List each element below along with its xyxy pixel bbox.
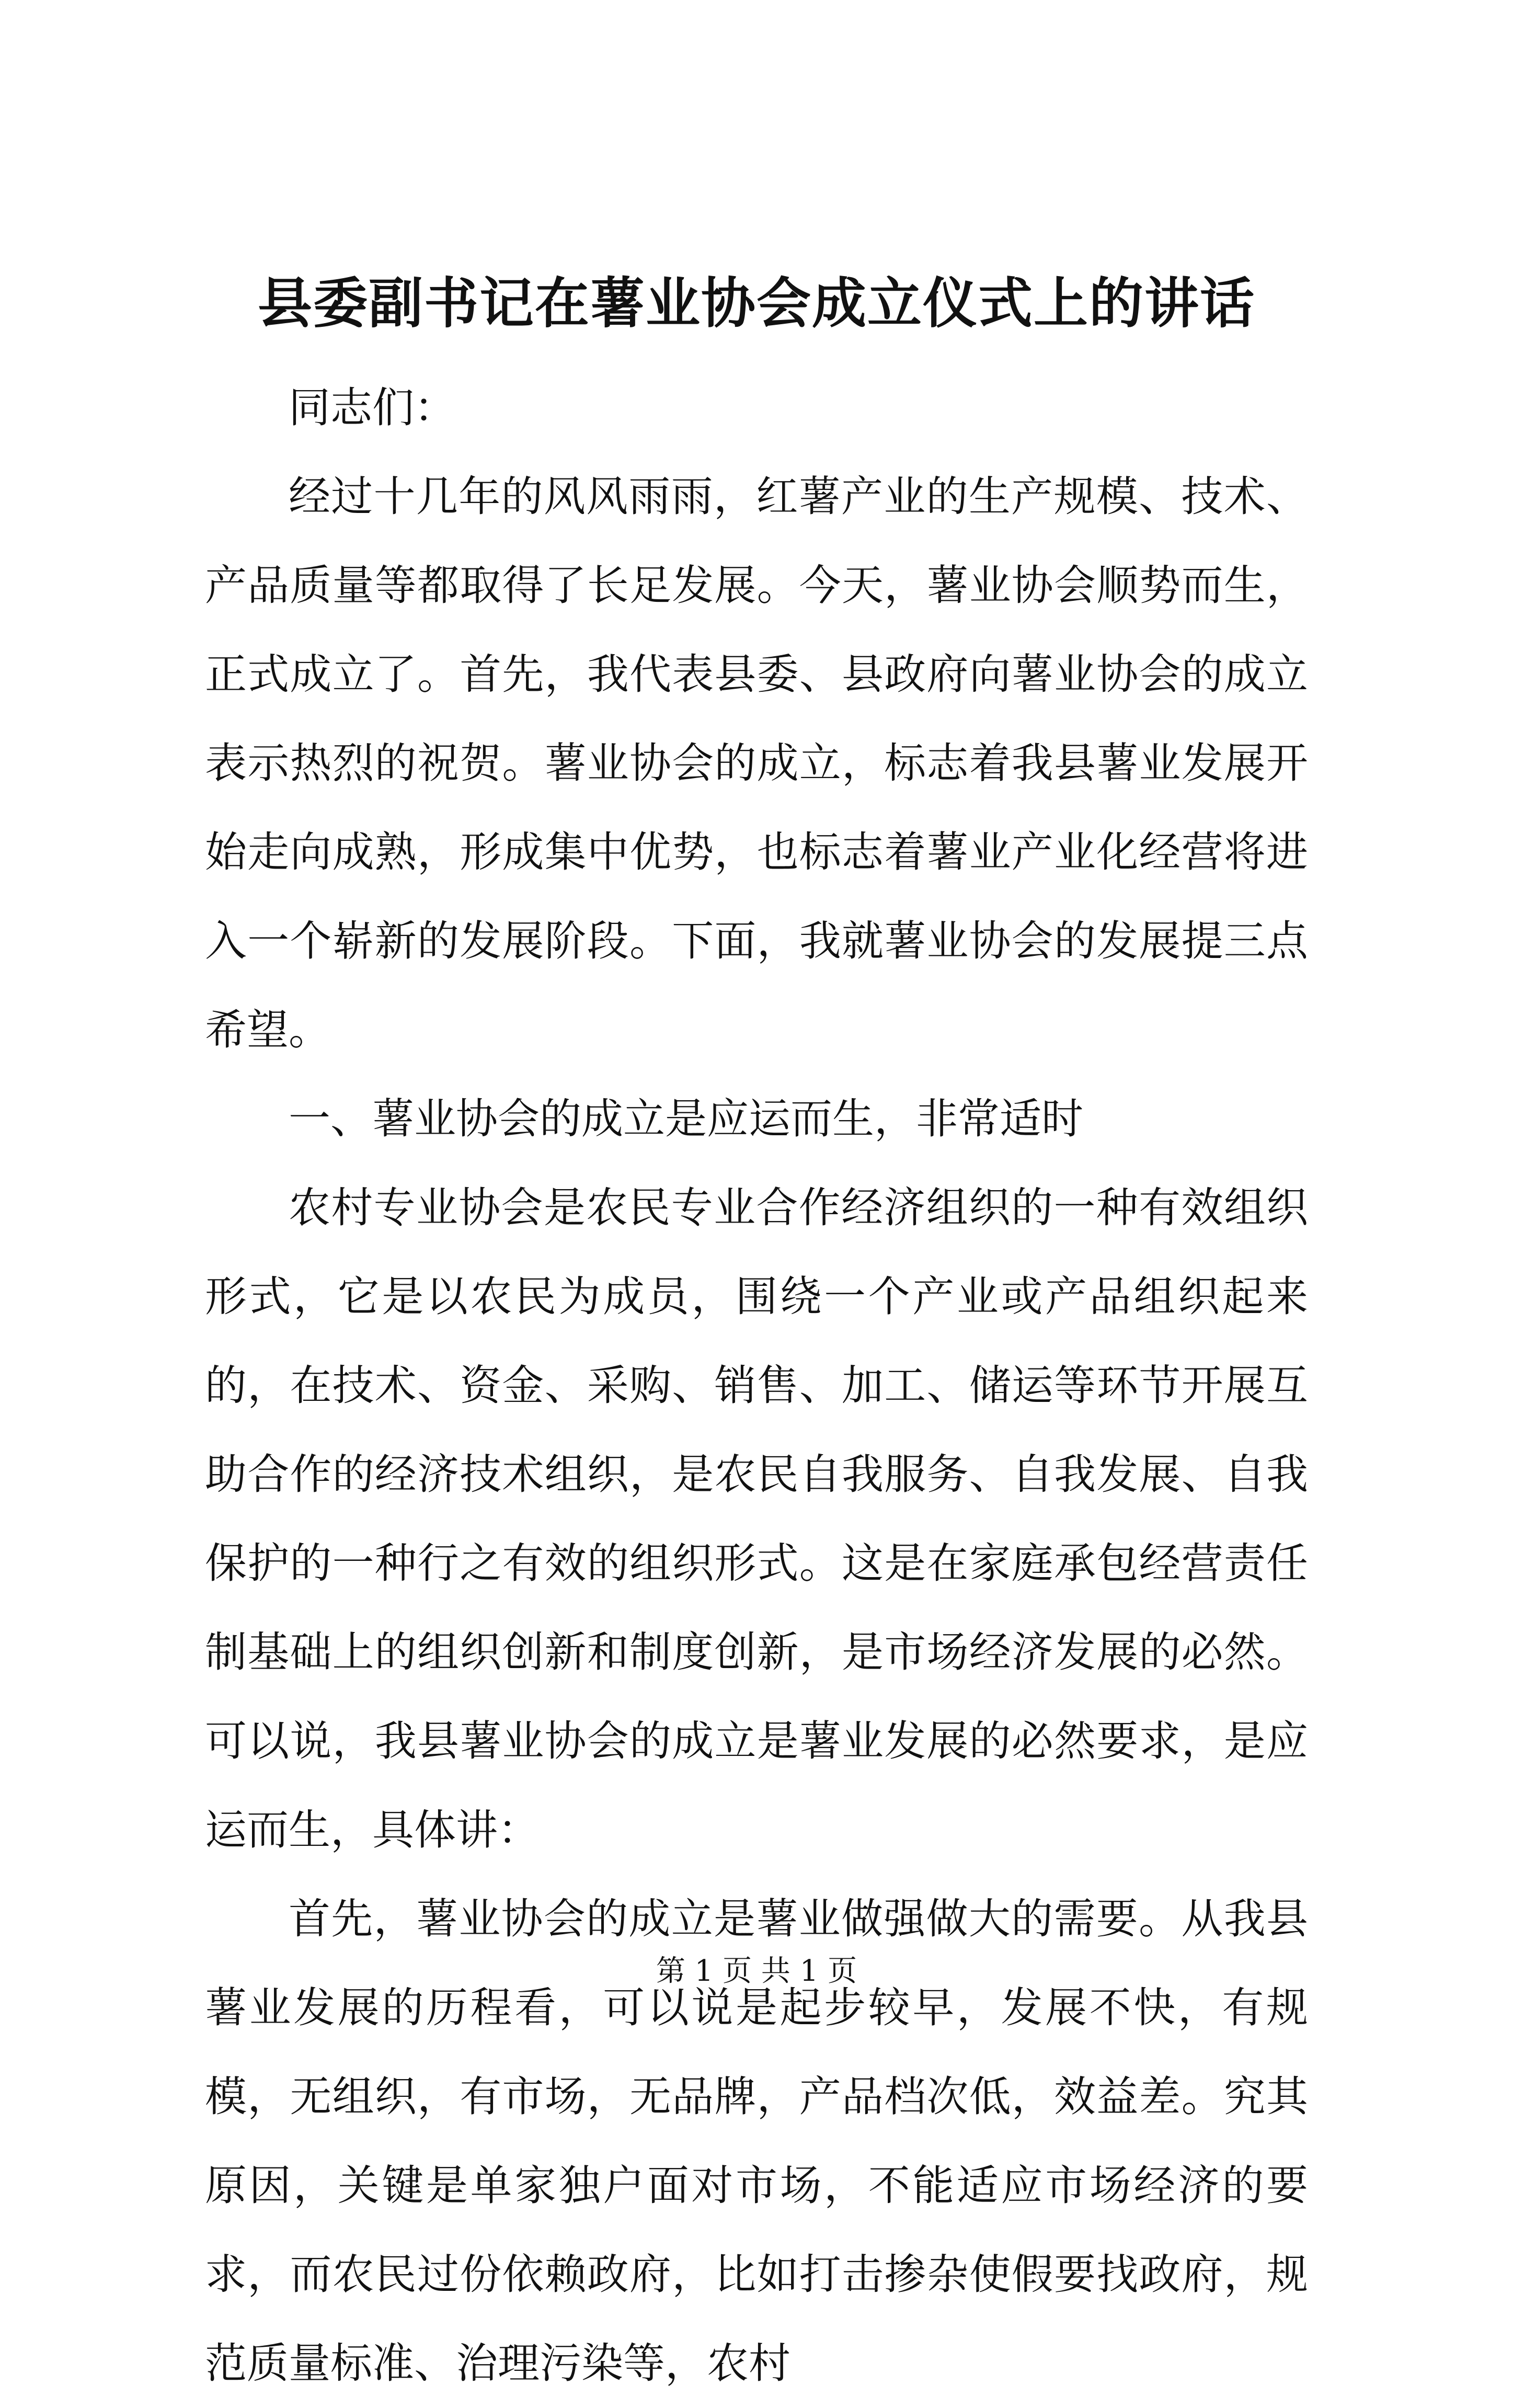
salutation-paragraph: 同志们： (289, 383, 456, 432)
page-number-footer: 第 1 页 共 1 页 (656, 1954, 857, 1988)
body-paragraph: 农村专业协会是农民专业合作经济组织的一种有效组织形式，它是以农民为成员，围绕一个产业或产品组织起来的，在技术、资金、采购、销售、加工、储运等环节开展互助合作的经济技术组织，是农民自我服务、自我发展、自我保护的一种行之有效的组织形式。这是在家庭承包经营责任制基础上的组织创新和制度创新，是市场经济发展的必然。可以说，我县薯业协会的成立是薯业发展的必然要求，是应运而生，具体讲： (205, 1183, 1308, 1854)
document-title: 县委副书记在薯业协会成立仪式上的讲话 (257, 271, 1255, 335)
body-paragraph: 首先，薯业协会的成立是薯业做强做大的需要。从我县薯业发展的历程看，可以说是起步较早，发展不快，有规模，无组织，有市场，无品牌，产品档次低，效益差。究其原因，关键是单家独户面对市场，不能适应市场经济的要求，而农民过份依赖政府，比如打击掺杂使假要找政府，规范质量标准、治理污染等，农村 (205, 1895, 1308, 2388)
section-heading: 一、薯业协会的成立是应运而生，非常适时 (289, 1094, 1083, 1143)
document-body (205, 363, 1308, 2408)
body-paragraph: 经过十几年的风风雨雨，红薯产业的生产规模、技术、产品质量等都取得了长足发展。今天，薯业协会顺势而生，正式成立了。首先，我代表县委、县政府向薯业协会的成立表示热烈的祝贺。薯业协会的成立，标志着我县薯业发展开始走向成熟，形成集中优势，也标志着薯业产业化经营将进入一个崭新的发展阶段。下面，我就薯业协会的发展提三点希望。 (205, 472, 1308, 1054)
